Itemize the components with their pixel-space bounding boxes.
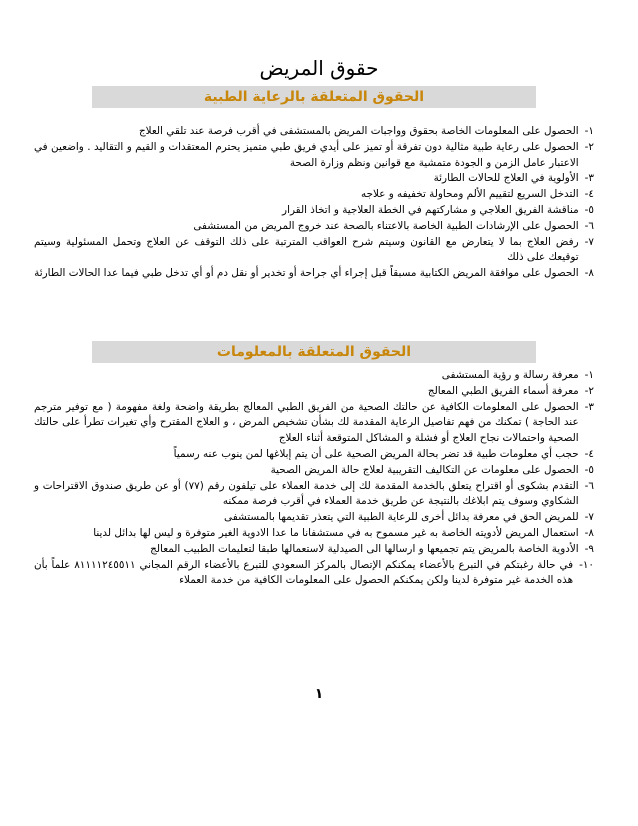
item-number: ١- — [584, 125, 594, 137]
item-text: الحصول على رعاية طبية مثالية دون تفرقة أو تميز على أيدي فريق طبي متميز يحترم المعتقدات و القيم و التقاليد . واضعين في الاعتبار عامل الزمن و الجودة متمشية مع قوانين ونظم وزارة الصحة — [34, 140, 579, 169]
item-text: التقدم بشكوى أو اقتراح يتعلق بالخدمة المقدمة لك إلى خدمة العملاء على تيلفون رقم (٧٧) أو عن طريق صندوق الاقتراحات و الشكاوي وسوف يتم ابلاغك بالنتيجة عن طريق خدمة العملاء في أقرب فرصة ممكنه — [34, 479, 579, 508]
list-item — [34, 368, 594, 384]
item-text: استعمال المريض لأدويته الخاصة به غير مسموح به في مستشفانا ما عدا الادوية الغير متوفرة و ليس لها بدائل لدينا — [93, 526, 579, 539]
item-number: ٧- — [584, 235, 594, 248]
list-item — [34, 171, 594, 187]
list-item — [34, 384, 594, 400]
list-item — [34, 187, 594, 203]
list-item — [34, 479, 594, 511]
item-text: التدخل السريع لتقييم الألم ومحاولة تخفيفه و علاجه — [361, 188, 579, 201]
list-item — [34, 219, 594, 235]
item-number: ٨- — [584, 526, 594, 539]
list-item — [34, 447, 594, 463]
item-number: ٧- — [584, 511, 594, 524]
item-number: ٨- — [584, 267, 594, 280]
item-number: ١٠- — [579, 558, 594, 571]
item-number: ٩- — [584, 542, 594, 555]
item-number: ٣- — [584, 172, 594, 185]
list-item — [34, 400, 594, 447]
list-item — [34, 558, 594, 590]
item-text: الأدوية الخاصة بالمريض يتم تجميعها و ارسالها الى الصيدلية لاستعمالها طبقا لتعليمات الطبيب المعالج — [150, 542, 579, 555]
item-text: الأولوية في العلاج للحالات الطارئة — [433, 172, 579, 185]
medical-care-rights-list — [34, 124, 594, 282]
list-item — [34, 266, 594, 282]
item-number: ٢- — [584, 384, 594, 397]
item-number: ١- — [584, 369, 594, 381]
list-item — [34, 124, 594, 140]
item-number: ٢- — [584, 140, 594, 153]
item-text: حجب أي معلومات طبية قد تضر بحالة المريض الصحية على أن يتم إبلاغها لمن ينوب عنه رسمياً — [173, 447, 579, 460]
item-text: الحصول على المعلومات الكافية عن حالتك الصحية من الفريق الطبي المعالج بطريقة واضحة ولغة مفهومة ( مع توفير مترجم عند الحاجة ) تمكنك من فهم تفاصيل الرعاية المقدمة لك بشأن تشخيص المرض ، و العلاج المقترح وأي تغيرات تطرأ على حالتك الصحية واحتمالات نجاح العلاج أو فشلة و المشاكل المتوقعة أثناء العلاج — [34, 400, 579, 445]
page-number: ١ — [314, 686, 324, 702]
list-item — [34, 510, 594, 526]
item-number: ٣- — [584, 400, 594, 413]
item-text: الحصول على معلومات عن التكاليف التقريبية لعلاج حالة المريض الصحية — [270, 463, 579, 476]
item-text: الحصول على المعلومات الخاصة بحقوق وواجبات المريض بالمستشفى في أقرب فرصة عند تلقي العلاج — [138, 125, 579, 137]
list-item — [34, 235, 594, 267]
item-text: مناقشة الفريق العلاجي و مشاركتهم في الخطة العلاجية و اتخاذ القرار — [282, 203, 579, 216]
list-item — [34, 140, 594, 172]
item-number: ٥- — [584, 463, 594, 476]
list-item — [34, 542, 594, 558]
item-number: ٦- — [584, 479, 594, 492]
item-text: رفض العلاج بما لا يتعارض مع القانون وسيتم شرح العواقب المترتبة على ذلك التوقف عن العلاج وتحمل المسئولية وسيتم توقيعك على ذلك — [34, 235, 579, 264]
section-heading-medical-care: الحقوق المتعلقة بالرعاية الطبية — [92, 86, 536, 108]
item-number: ٤- — [584, 188, 594, 201]
page-title: حقوق المريض — [259, 56, 379, 80]
item-text: للمريض الحق في معرفة بدائل أخرى للرعاية الطبية التي يتعذر تقديمها بالمستشفى — [224, 511, 579, 524]
item-number: ٦- — [584, 219, 594, 232]
item-text: الحصول على موافقة المريض الكتابية مسبقاً قبل إجراء أي جراحة أو تخدير أو نقل دم أو أي تدخل طبي فيما عدا الحالات الطارئة — [34, 267, 579, 280]
item-text: في حالة رغبتكم في التبرع بالأعضاء يمكنكم الإتصال بالمركز السعودي للتبرع بالأعضاء الرقم المجاني ٨١١١١٢٤٥٥١١ علماً بأن هذه الخدمة غير متوفرة لدينا ولكن يمكنكم الحصول على المعلومات الكافية من خدمة العملاء — [34, 558, 574, 587]
item-number: ٤- — [584, 447, 594, 460]
section-heading-information: الحقوق المتعلقة بالمعلومات — [92, 341, 536, 363]
list-item — [34, 203, 594, 219]
item-text: الحصول على الإرشادات الطبية الخاصة بالاعتناء بالصحة عند خروج المريض من المستشفى — [193, 219, 579, 232]
information-rights-list — [34, 368, 594, 589]
item-text: معرفة أسماء الفريق الطبي المعالج — [427, 384, 579, 397]
item-text: معرفة رسالة و رؤية المستشفى — [441, 369, 579, 381]
item-number: ٥- — [584, 203, 594, 216]
list-item — [34, 526, 594, 542]
list-item — [34, 463, 594, 479]
